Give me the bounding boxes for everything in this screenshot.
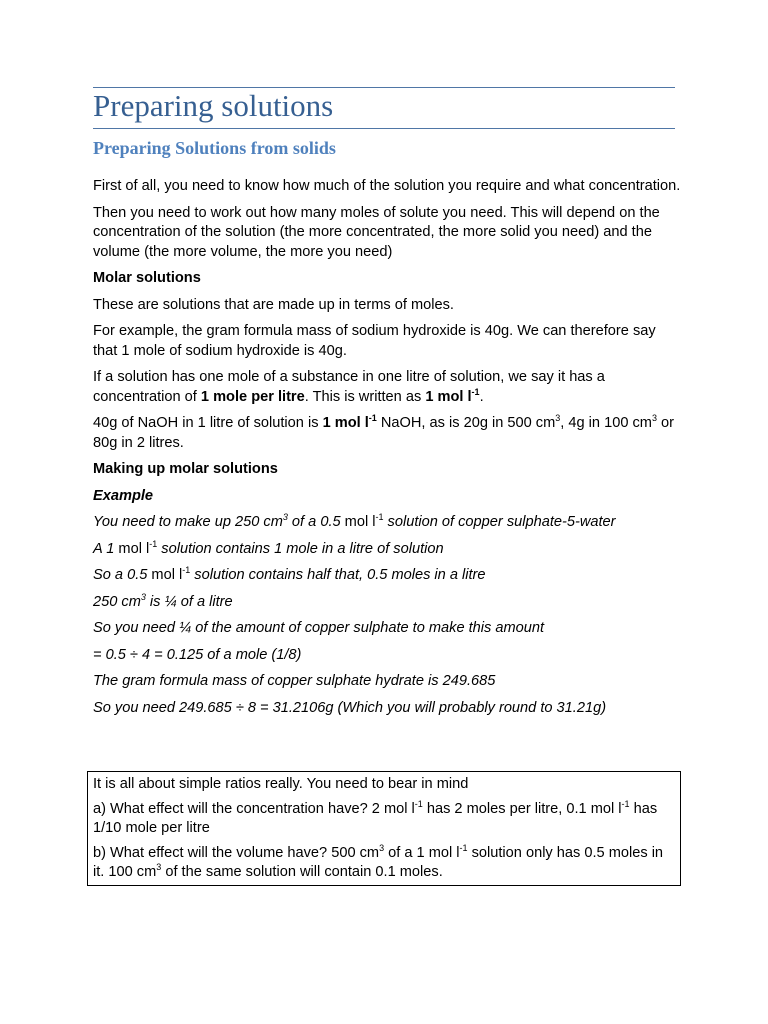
- summary-box: [87, 771, 681, 886]
- paragraph: These are solutions that are made up in terms of moles.: [93, 296, 454, 313]
- document-body: [93, 177, 683, 725]
- subheading-making-molar-solutions: Making up molar solutions: [93, 461, 278, 477]
- paragraph: For example, the gram formula mass of sodium hydroxide is 40g. We can therefore say that 1 mole of sodium hydroxide is 40g.: [93, 323, 656, 359]
- section-heading: Preparing Solutions from solids: [93, 138, 336, 158]
- subheading-molar-solutions: Molar solutions: [93, 270, 201, 286]
- example-line: So a 0.5 mol $l^{-1}$ solution contains half that, 0.5 moles in a litre: [93, 565, 486, 583]
- example-line: So you need ¼ of the amount of copper sulphate to make this amount: [93, 620, 545, 636]
- box-line: It is all about simple ratios really. You need to bear in mind: [93, 776, 469, 792]
- example-line: So you need 249.685 ÷ 8 = 31.2106g (Which you will probably round to 31.21g): [93, 699, 607, 716]
- page-title: Preparing solutions: [93, 88, 675, 129]
- subheading-example: Example: [93, 487, 154, 504]
- example-line: = 0.5 ÷ 4 = 0.125 of a mole (1/8): [93, 646, 302, 663]
- paragraph: If a solution has one mole of a substance in one litre of solution, we say it has a concentration of 1 mole per litre. This is written as 1 mol $l^{-1}$.: [93, 369, 605, 405]
- example-line: The gram formula mass of copper sulphate hydrate is 249.685: [93, 673, 496, 689]
- example-line: A 1 mol $l^{-1}$ solution contains 1 mole in a litre of solution: [93, 538, 444, 557]
- example-line: You need to make up 250 $cm^3$ of a 0.5 mol $l^{-1}$ solution of copper sulphate-5-water: [93, 512, 616, 530]
- box-line: b) What effect will the volume have? 500 $cm^3$ of a 1 mol $l^{-1}$ solution only has 0.5 moles in it. 100 $cm^3$ of the same solution will contain 0.1 moles.: [93, 843, 664, 880]
- example-line: 250 $cm^3$ is ¼ of a litre: [93, 591, 233, 610]
- paragraph: First of all, you need to know how much of the solution you require and what concentration.: [93, 178, 681, 194]
- paragraph: Then you need to work out how many moles of solute you need. This will depend on the concentration of the solution (the more concentrated, the more solid you need) and the volume (the more volume, the more you need): [93, 204, 660, 260]
- paragraph: 40g of NaOH in 1 litre of solution is 1 mol $l^{-1}$ NaOH, as is 20g in 500 $cm^3$, 4g in 100 $cm^3$ or 80g in 2 litres.: [93, 413, 674, 451]
- box-line: a) What effect will the concentration have? 2 mol $l^{-1}$ has 2 moles per litre, 0.1 mol $l^{-1}$ has 1/10 mole per litre: [93, 799, 658, 836]
